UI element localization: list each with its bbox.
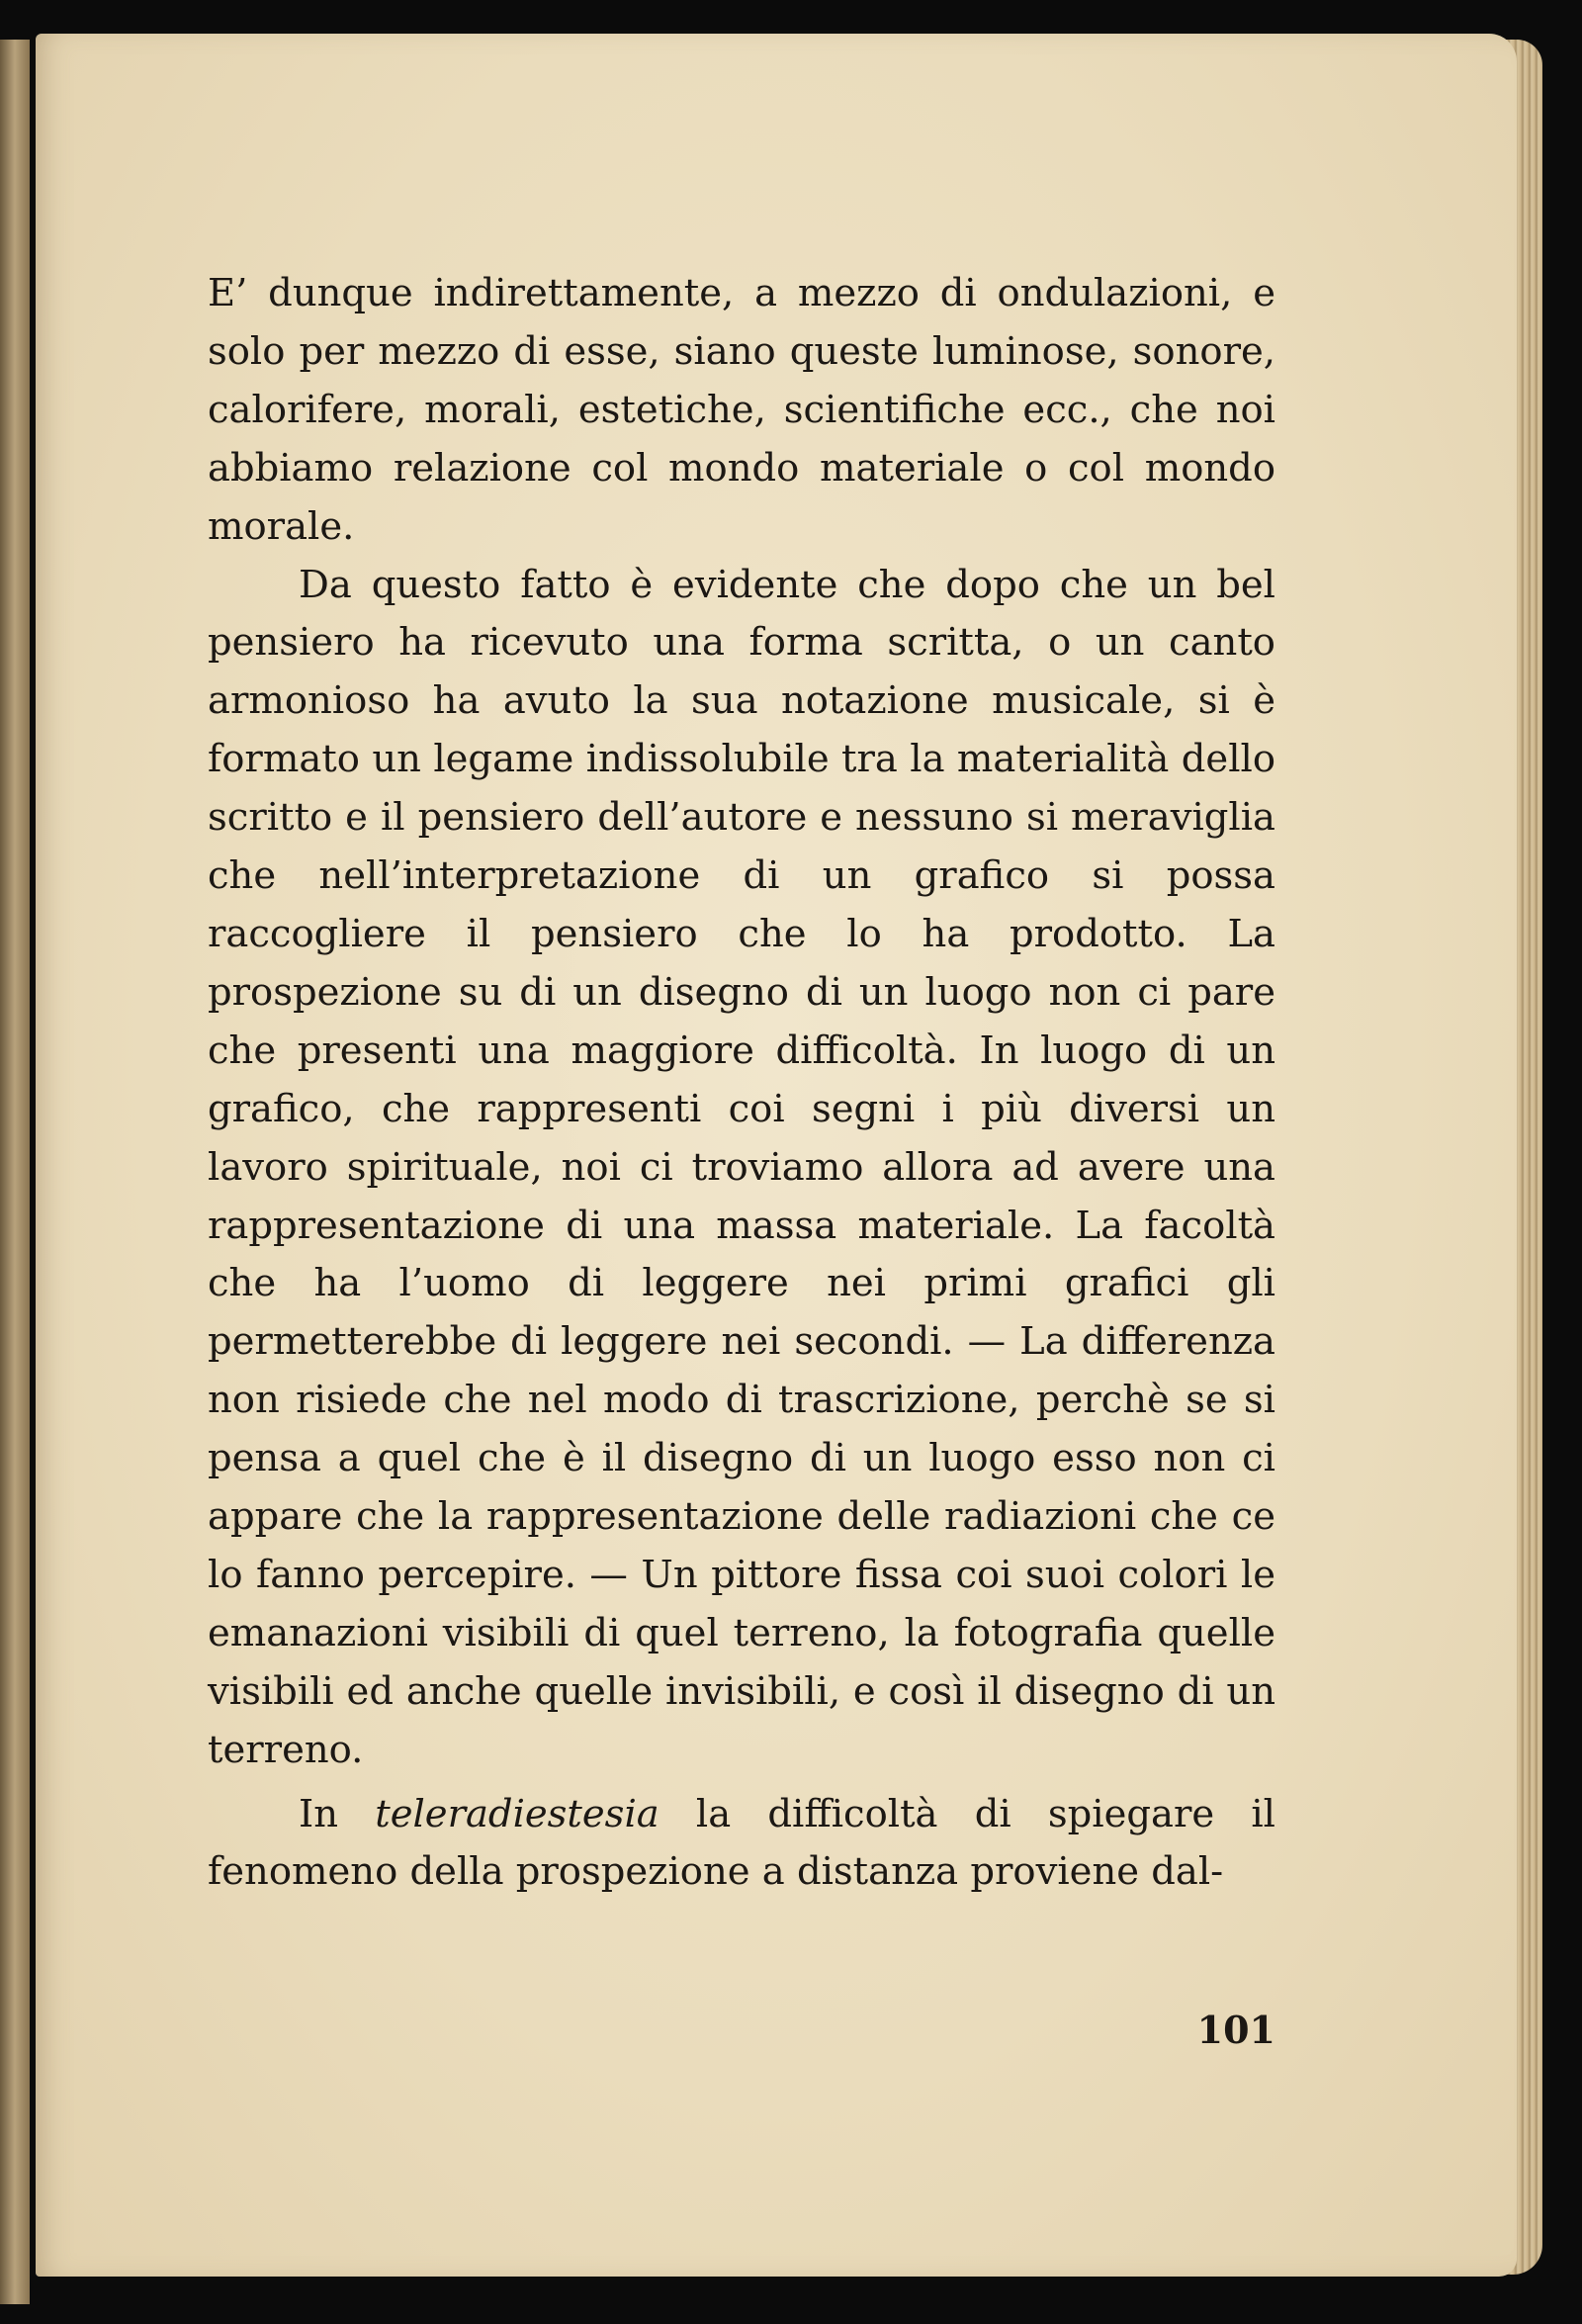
facing-page-edge <box>0 40 30 2304</box>
body-text <box>208 265 1275 1902</box>
paragraph <box>208 1786 1275 1903</box>
paragraph: E’ dunque indirettamente, a mezzo di ondulazioni, e solo per mezzo di esse, siano queste luminose, sonore, calorifere, morali, estetiche, scientifiche ecc., che noi abbiamo relazione col mondo materiale o col mondo morale. <box>208 271 1275 549</box>
paragraph-lead: In <box>299 1791 376 1836</box>
page-number: 101 <box>1196 2008 1275 2052</box>
paragraph: Da questo fatto è evidente che dopo che un bel pensiero ha ricevuto una forma scritta, o un canto armonioso ha avuto la sua notazione musicale, si è formato un legame indissolubile tra la materialità dello scritto e il pensiero dell’autore e nessuno si meraviglia che nell’interpretazione di un grafico si possa raccogliere il pensiero che lo ha prodotto. La prospezione su di un disegno di un luogo non ci pare che presenti una maggiore difficoltà. In luogo di un grafico, che rappresenti coi segni i più diversi un lavoro spirituale, noi ci troviamo allora ad avere una rappresentazione di una massa materiale. La facoltà che ha l’uomo di leggere nei primi grafici gli permetterebbe di leggere nei secondi. — La differenza non risiede che nel modo di trascrizione, perchè se si pensa a quel che è il disegno di un luogo esso non ci appare che la rappresentazione delle radiazioni che ce lo fanno percepire. — Un pittore fissa coi suoi colori le emanazioni visibili di quel terreno, la fotografia quelle visibili ed anche quelle invisibili, e così il disegno di un terreno. <box>208 562 1275 1772</box>
paragraph-text: la difficoltà di spiegare il fenomeno della prospezione a distanza proviene dal- <box>208 1791 1275 1895</box>
italic-term: teleradiestesia <box>375 1791 659 1836</box>
